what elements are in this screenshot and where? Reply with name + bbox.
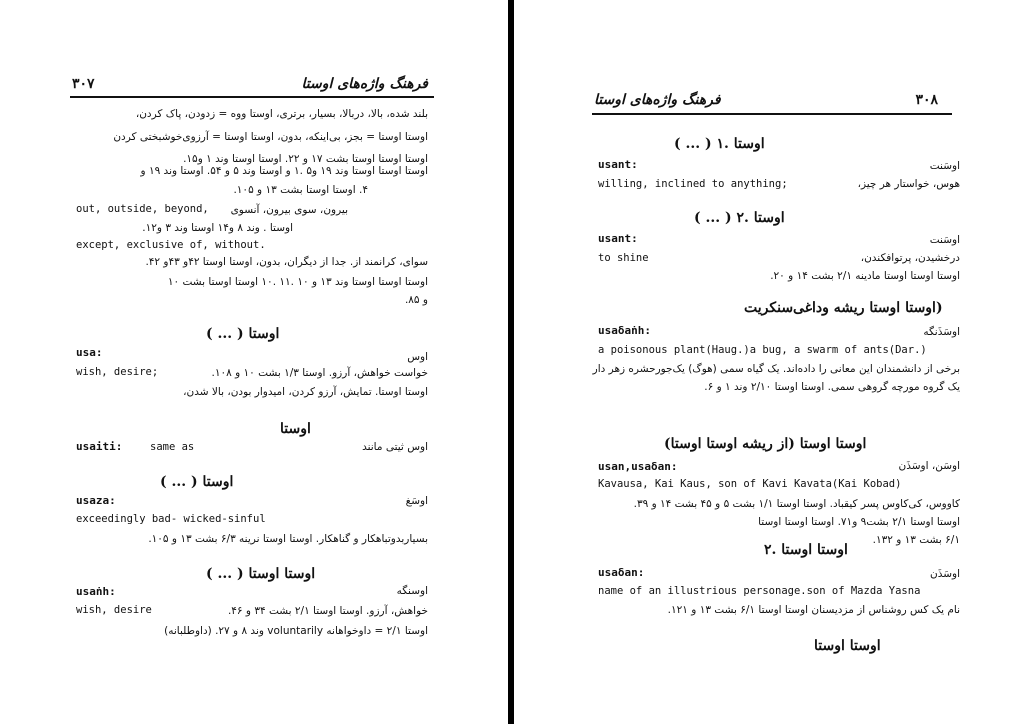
persian-gloss: درخشیدن، پرتوافکندن، [860,252,960,264]
reference-line: و ۸۵. [404,294,428,306]
headword: usaza: [76,494,116,507]
english-gloss: out, outside, beyond, [76,203,209,215]
avestan-heading: ( ... ) اوستا [160,474,234,490]
persian-gloss: خواهش، آرزو. اوستا اوستا ۲/۱ بشت ۳۴ و ۴۶. [227,605,428,617]
headword: usaṅh: [76,585,116,598]
headword: usaδaṅh: [598,324,651,337]
persian-gloss: کاووس، کی‌کاوس پسر کیقباد. اوستا اوستا ۱/۱ بشت ۵ و ۴۵ بشت ۱۴ و ۳۹. [633,498,960,510]
text-line: اوستا اوستا اوستا بشت ۱۷ و ۲۲. اوستا اوستا وند ۱ و۱۵. [183,153,428,165]
avestan-heading: ( ... ) اوستا اوستا [206,566,316,582]
cross-reference: same as [150,441,195,453]
headword: usan,usaδan: [598,460,678,473]
reference-line: اوستا اوستا ۲/۱ بشت۹ و۷۱. اوستا اوستا اوستا [758,516,960,528]
persian-transliteration: اوسَذَن [929,568,960,580]
header-rule [70,96,434,98]
english-gloss: Kavausa, Kai Kaus, son of Kavi Kavata(Kai Kobad) [598,478,902,490]
persian-transliteration: اوسَن، اوسَذَن [898,460,960,472]
english-gloss: a poisonous plant(Haug.)a bug, a swarm of ants(Dar.) [598,344,927,356]
persian-gloss: برخی از دانشمندان این معانی را داده‌اند. یک گیاه سمی (هوگ) یک‌جورحشره زهر دار [592,363,960,375]
persian-transliteration: اوسَنت [929,160,960,172]
reference-line: اوستا . وند ۸ و۱۴ اوستا وند ۳ و۱۲. [142,222,293,234]
avestan-heading: اوستا [280,421,311,437]
persian-transliteration: اوس [407,351,428,363]
persian-gloss: اوستا اوستا. تمایش، آرزو کردن، امیدوار بودن، بالا شدن، [183,386,428,398]
avestan-heading: اوستا اوستا (از ریشه اوستا اوستا) [664,436,867,452]
persian-gloss: اوستا ۲/۱ = داوخواهانه voluntarily وند ۸ و ۲۷. (داوطلبانه) [164,625,428,637]
text-line: ۴. اوستا اوستا بشت ۱۳ و ۱۰۵. [233,184,368,196]
reference-line: ۶/۱ بشت ۱۳ و ۱۳۲. [872,534,960,546]
running-header: فرهنگ واژه‌های اوستا [594,92,721,108]
english-gloss: wish, desire [76,604,152,616]
persian-transliteration: اوسَذَنگه [923,326,960,338]
page-number: ۳۰۷ [72,76,95,92]
english-gloss: to shine [598,252,649,264]
left-page [0,0,508,724]
page-number: ۳۰۸ [915,92,938,108]
reference-line: اوستا اوستا اوستا وند ۱۳ و ۱۰ .۱۱ .۱۰ اوستا اوستا بشت ۱۰ [167,276,428,288]
avestan-heading: ۲. اوستا اوستا [764,542,848,558]
persian-gloss: سوای، کرانمند از. جدا از دیگران، بدون، اوستا اوستا ۴۲و ۴۳و ۴۲. [145,256,428,268]
running-header: فرهنگ واژه‌های اوستا [301,76,428,92]
english-gloss: exceedingly bad- wicked-sinful [76,513,266,525]
right-page [514,0,1020,724]
persian-gloss: بسیاربدوتباهکار و گناهکار. اوستا اوستا نرینه ۶/۳ بشت ۱۳ و ۱۰۵. [148,533,428,545]
header-rule [592,113,952,115]
persian-gloss: نام یک کس روشناس از مزدیسنان اوستا اوستا ۶/۱ بشت ۱۳ و ۱۲۱. [667,604,960,616]
persian-transliteration: اوسَغ [405,495,428,507]
avestan-heading: اوستا اوستا [814,638,881,654]
reference-line: یک گروه مورچه گروهی سمی. اوستا اوستا ۲/۱۰ وند ۱ و ۶. [704,381,960,393]
english-gloss: name of an illustrious personage.son of Mazda Yasna [598,585,921,597]
persian-transliteration: اوسَنت [929,234,960,246]
avestan-heading: ( ... ) ۲. اوستا [694,210,785,226]
headword: usaiti: [76,440,123,453]
headword: usant: [598,158,638,171]
english-gloss: except, exclusive of, without. [76,239,266,251]
avestan-heading: ( ... ) ۱. اوستا [674,136,765,152]
persian-gloss: هوس، خواستار هر چیز، [857,178,960,190]
persian-transliteration: اوسنگه [396,585,428,597]
text-line: اوستا اوستا = بجز، بی‌اینکه، بدون، اوستا اوستا = آرزوی‌خوشبختی کردن [113,131,428,143]
headword: usant: [598,232,638,245]
avestan-heading: ( ... ) اوستا [206,326,280,342]
reference-line: اوستا اوستا اوستا مادینه ۲/۱ بشت ۱۴ و ۲۰. [770,270,960,282]
persian-gloss: بیرون، سوی بیرون، آنسوی [230,204,348,216]
headword: usaδan: [598,566,645,579]
text-line: اوستا اوستا اوستا وند ۱۹ و۵ .۱ و اوستا وند ۵ و ۵۴. اوستا وند ۱۹ و [140,165,428,177]
persian-transliteration: اوس ثیتی مانند [362,441,428,453]
persian-gloss: خواست خواهش، آرزو. اوستا ۱/۳ بشت ۱۰ و ۱۰۸. [211,367,428,379]
english-gloss: willing, inclined to anything; [598,178,788,190]
english-gloss: wish, desire; [76,366,159,378]
avestan-heading: اوستا اوستا ریشه وداغی‌سنکریت) [744,300,943,316]
headword: usa: [76,346,103,359]
text-line: بلند شده، بالا، دربالا، بسیار، برتری، اوستا ووه = زدودن، پاک کردن، [135,108,428,120]
